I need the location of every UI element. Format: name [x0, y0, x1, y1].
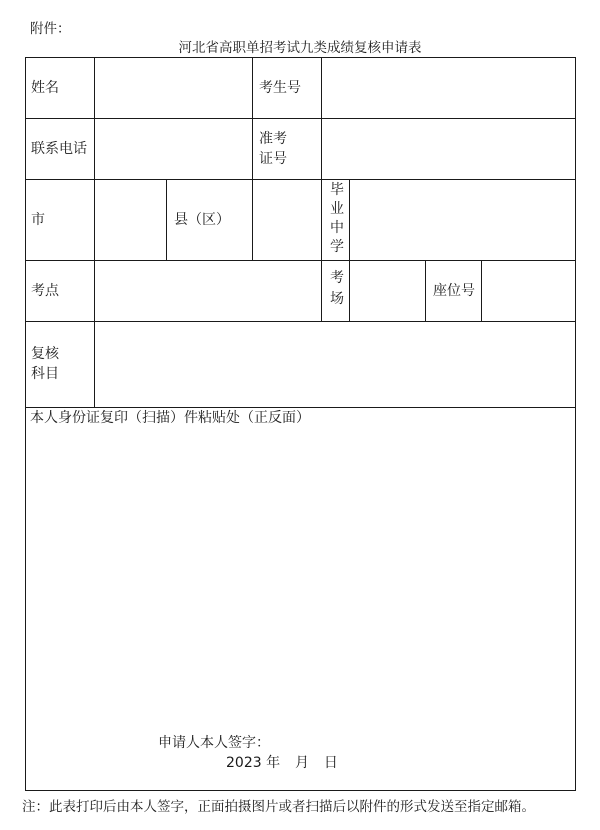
exam-room-field[interactable]	[351, 262, 424, 320]
seat-number-label: 座位号	[433, 283, 475, 299]
exam-number-label: 考生号	[259, 80, 301, 96]
review-subject-field[interactable]	[96, 323, 574, 406]
date-year: 2023	[226, 755, 262, 771]
signature-label: 申请人本人签字：	[158, 735, 270, 751]
exam-site-label: 考点	[31, 283, 59, 299]
name-field[interactable]	[96, 59, 251, 117]
name-label: 姓名	[31, 80, 59, 96]
id-copy-paste-area[interactable]	[27, 430, 574, 730]
phone-label: 联系电话	[31, 141, 87, 157]
review-subject-label-line1: 复核	[31, 346, 59, 362]
date-year-unit: 年	[266, 755, 281, 771]
footer-note: 注：此表打印后由本人签字，正面拍摄图片或者扫描后以附件的形式发送至指定邮箱。	[22, 799, 535, 815]
admission-number-field[interactable]	[323, 120, 574, 178]
review-subject-label-line2: 科目	[31, 366, 59, 382]
attachment-label: 附件：	[30, 21, 71, 37]
school-label-char-4: 学	[330, 239, 344, 255]
seat-number-field[interactable]	[483, 262, 574, 320]
city-field[interactable]	[96, 181, 165, 259]
admission-number-label-line2: 证号	[259, 151, 287, 167]
school-label-char-2: 业	[330, 201, 344, 217]
exam-site-field[interactable]	[96, 262, 320, 320]
phone-field[interactable]	[96, 120, 251, 178]
date-month-unit: 月	[295, 755, 309, 771]
exam-room-label-char-2: 场	[330, 291, 344, 307]
date-day-unit: 日	[323, 755, 338, 771]
graduation-school-field[interactable]	[351, 181, 574, 259]
county-label: 县（区）	[174, 212, 230, 228]
exam-room-label-char-1: 考	[330, 270, 344, 286]
city-label: 市	[31, 212, 45, 228]
admission-number-label-line1: 准考	[259, 131, 287, 147]
school-label-char-3: 中	[330, 220, 344, 236]
form-title: 河北省高职单招考试九类成绩复核申请表	[178, 40, 422, 56]
exam-number-field[interactable]	[323, 59, 574, 117]
id-copy-label: 本人身份证复印（扫描）件粘贴处（正反面）	[30, 410, 310, 426]
date-line	[226, 753, 338, 773]
school-label-char-1: 毕	[330, 182, 344, 198]
county-field[interactable]	[254, 181, 320, 259]
signature-field[interactable]	[262, 733, 422, 753]
